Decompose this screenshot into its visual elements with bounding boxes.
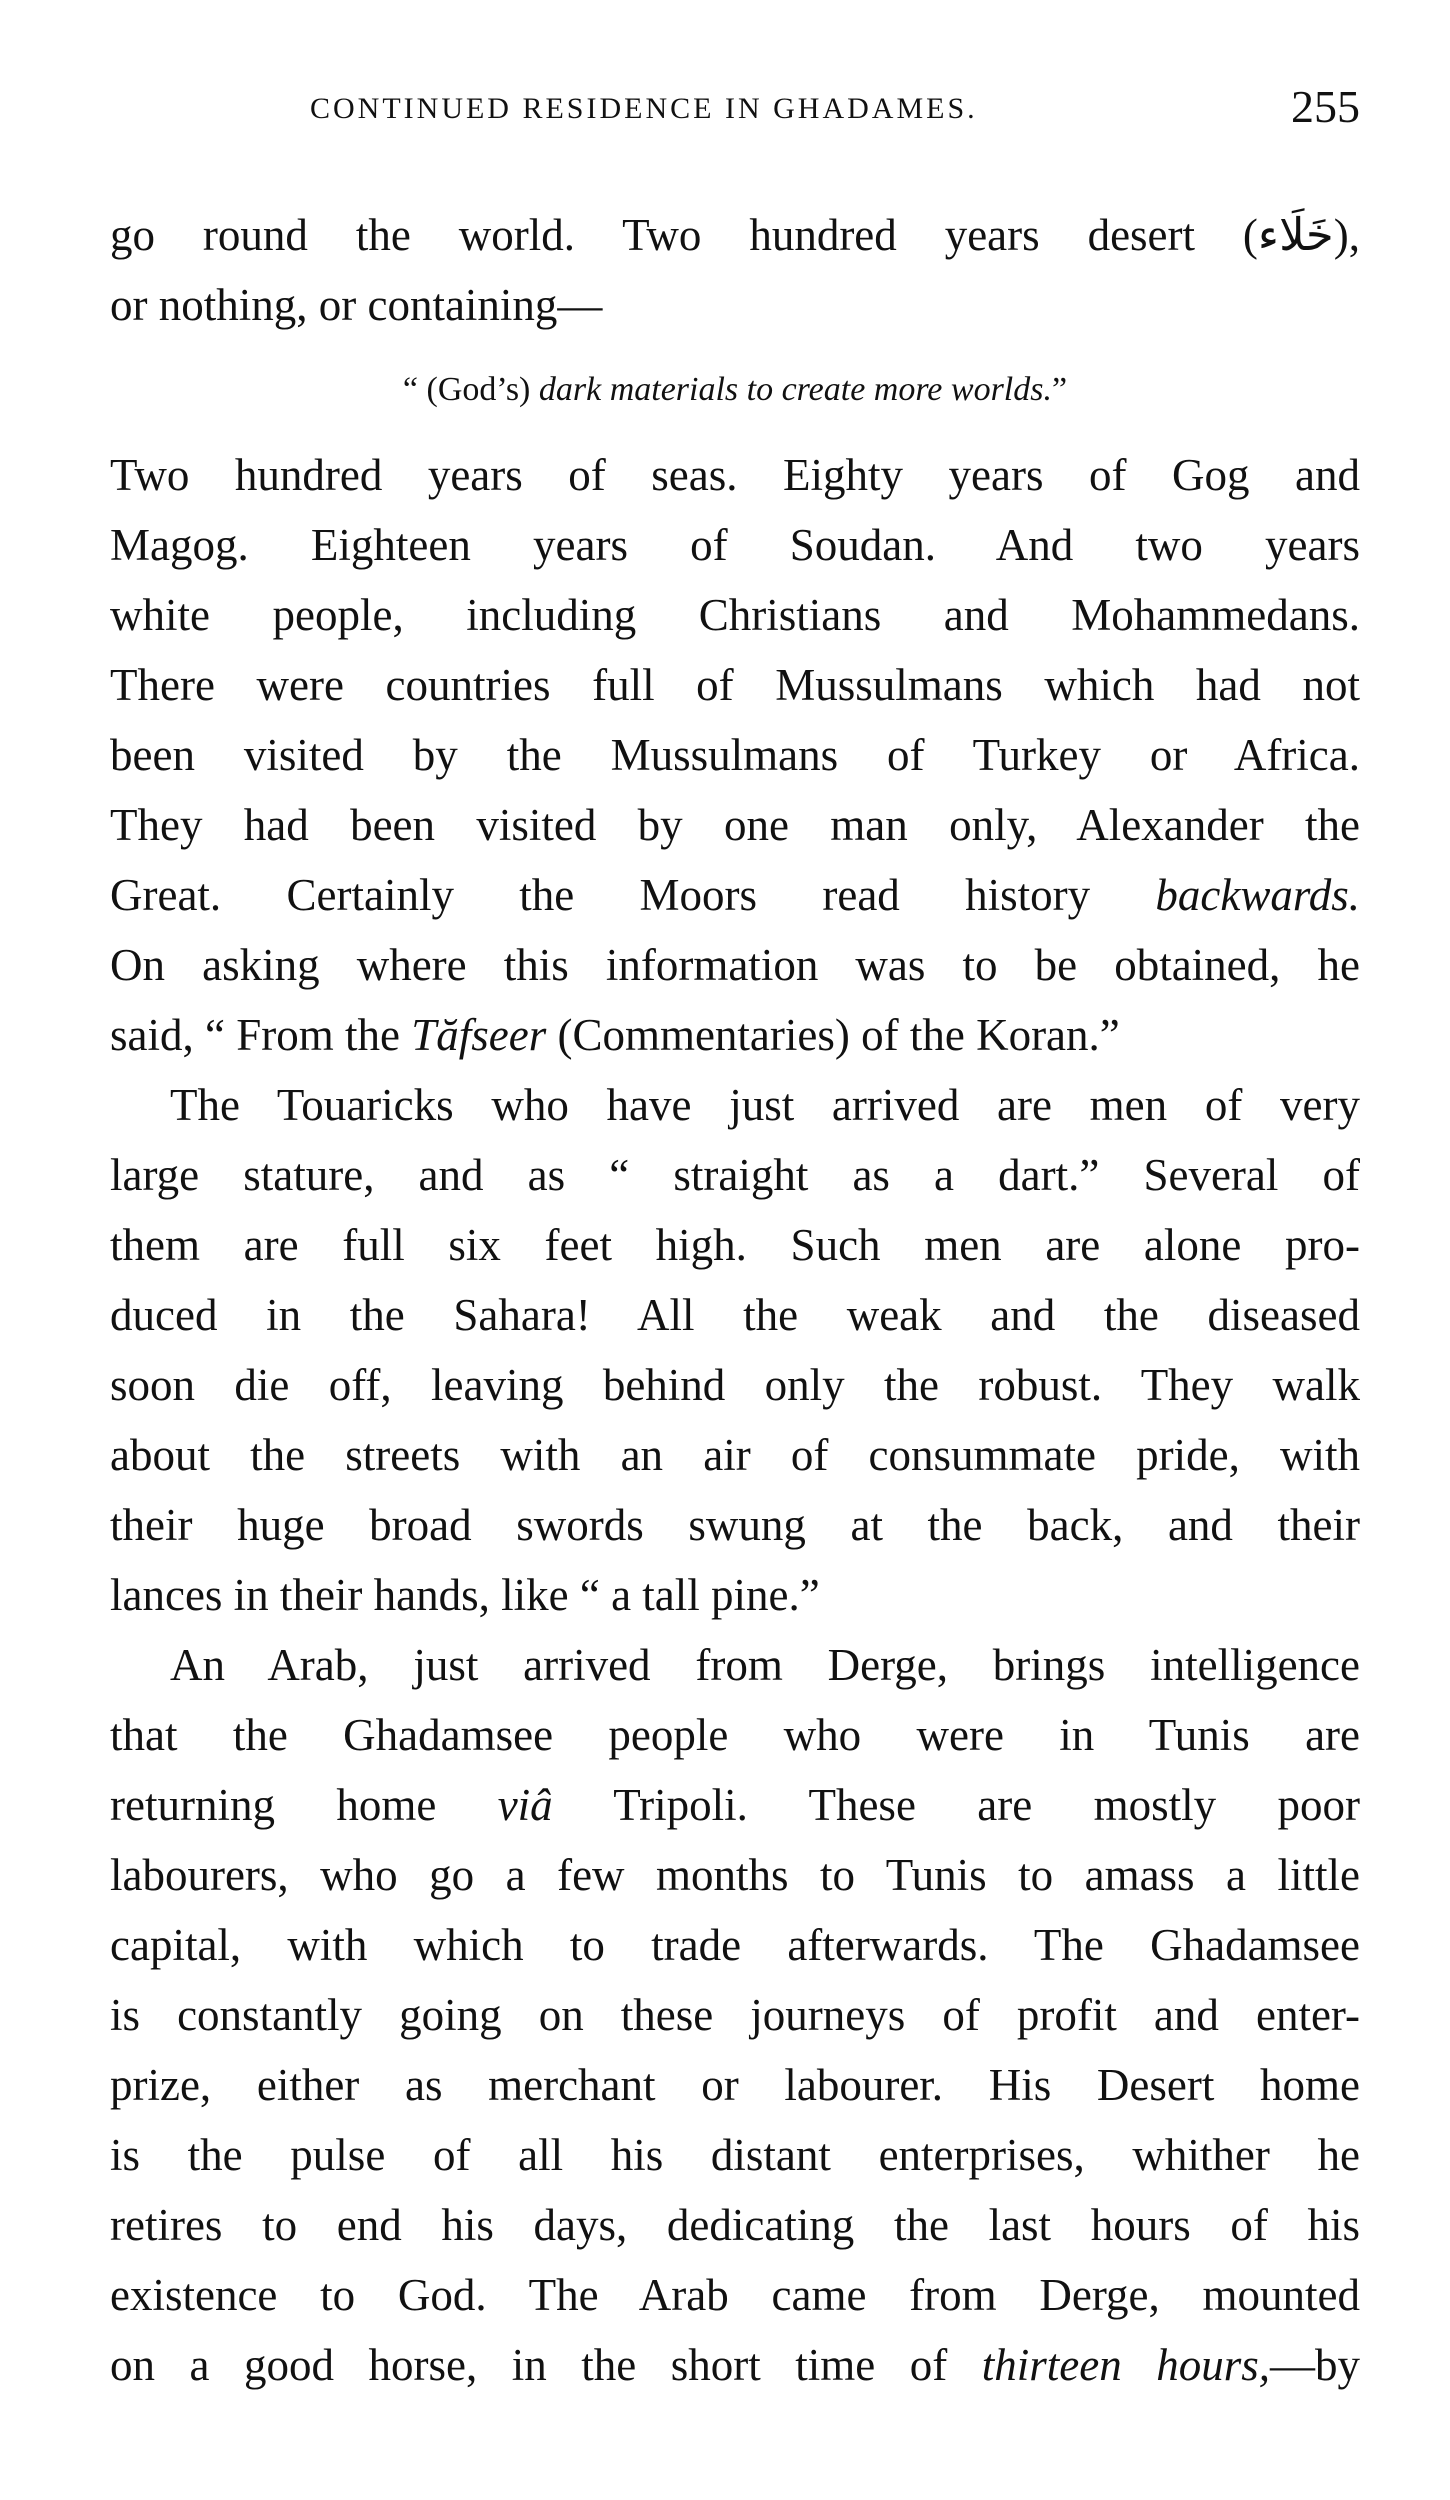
text-line: large stature, and as “ straight as a dart.” Several of [110,1150,1360,1200]
text-line [110,1000,1360,1070]
text-line [110,1770,1360,1840]
text-span: (Commentaries) of the Koran.” [546,1010,1120,1060]
text-line: them are full six feet high. Such men are alone pro- [110,1220,1360,1270]
quote-close: ” [1051,371,1068,408]
text-line: prize, either as merchant or labourer. His Desert home [110,2060,1360,2110]
text-line: about the streets with an air of consummate pride, with [110,1430,1360,1480]
body-text [110,200,1360,2400]
text-line: capital, with which to trade afterwards. The Ghadamsee [110,1920,1360,1970]
italic-word: thirteen hours, [981,2340,1271,2390]
text-line: labourers, who go a few months to Tunis to amass a little [110,1850,1360,1900]
text-line: white people, including Christians and Mohammedans. [110,590,1360,640]
text-line: or nothing, or containing— [110,280,603,330]
quotation [110,340,1360,440]
running-title: CONTINUED RESIDENCE IN GHADAMES. [310,92,978,125]
text-line: their huge broad swords swung at the back, and their [110,1500,1360,1550]
text-line: Two hundred years of seas. Eighty years of Gog and [110,450,1360,500]
text-span: Great. Certainly the Moors read history [110,870,1156,920]
text-line: existence to God. The Arab came from Derge, mounted [110,2270,1360,2320]
text-span: returning home [110,1780,498,1830]
text-line: They had been visited by one man only, Alexander the [110,800,1360,850]
page-number: 255 [1291,81,1360,132]
text-span: go round the world. Two hundred years desert ( [110,210,1258,260]
text-line: Magog. Eighteen years of Soudan. And two years [110,520,1360,570]
text-span: —by [1270,2340,1361,2390]
text-line: that the Ghadamsee people who were in Tunis are [110,1710,1360,1760]
text-span: ), [1333,210,1360,260]
quote-italic: dark materials to create more worlds. [538,371,1052,408]
page-header [110,80,1360,140]
italic-word: backwards. [1155,870,1360,920]
italic-word: viâ [497,1780,553,1830]
text-span: Tripoli. These are mostly poor [552,1780,1361,1830]
text-line [110,860,1360,930]
text-line [110,2330,1360,2400]
text-line: The Touaricks who have just arrived are men of very [170,1080,1360,1130]
text-line: On asking where this information was to be obtained, he [110,940,1360,990]
quote-open: “ (God’s) [402,371,539,408]
text-line: duced in the Sahara! All the weak and the diseased [110,1290,1360,1340]
text-line: soon die off, leaving behind only the robust. They walk [110,1360,1360,1410]
text-line: lances in their hands, like “ a tall pine.” [110,1570,820,1620]
text-line: is the pulse of all his distant enterprises, whither he [110,2130,1360,2180]
text-line: been visited by the Mussulmans of Turkey or Africa. [110,730,1360,780]
text-line: is constantly going on these journeys of profit and enter- [110,1990,1360,2040]
italic-word: Tăfseer [411,1010,547,1060]
text-span: on a good horse, in the short time of [110,2340,982,2390]
text-line [110,200,1360,270]
text-span: said, “ From the [110,1010,412,1060]
text-line: retires to end his days, dedicating the last hours of his [110,2200,1360,2250]
arabic-word: خَلَاء [1257,210,1334,260]
text-line: There were countries full of Mussulmans which had not [110,660,1360,710]
text-line: An Arab, just arrived from Derge, brings intelligence [170,1640,1360,1690]
